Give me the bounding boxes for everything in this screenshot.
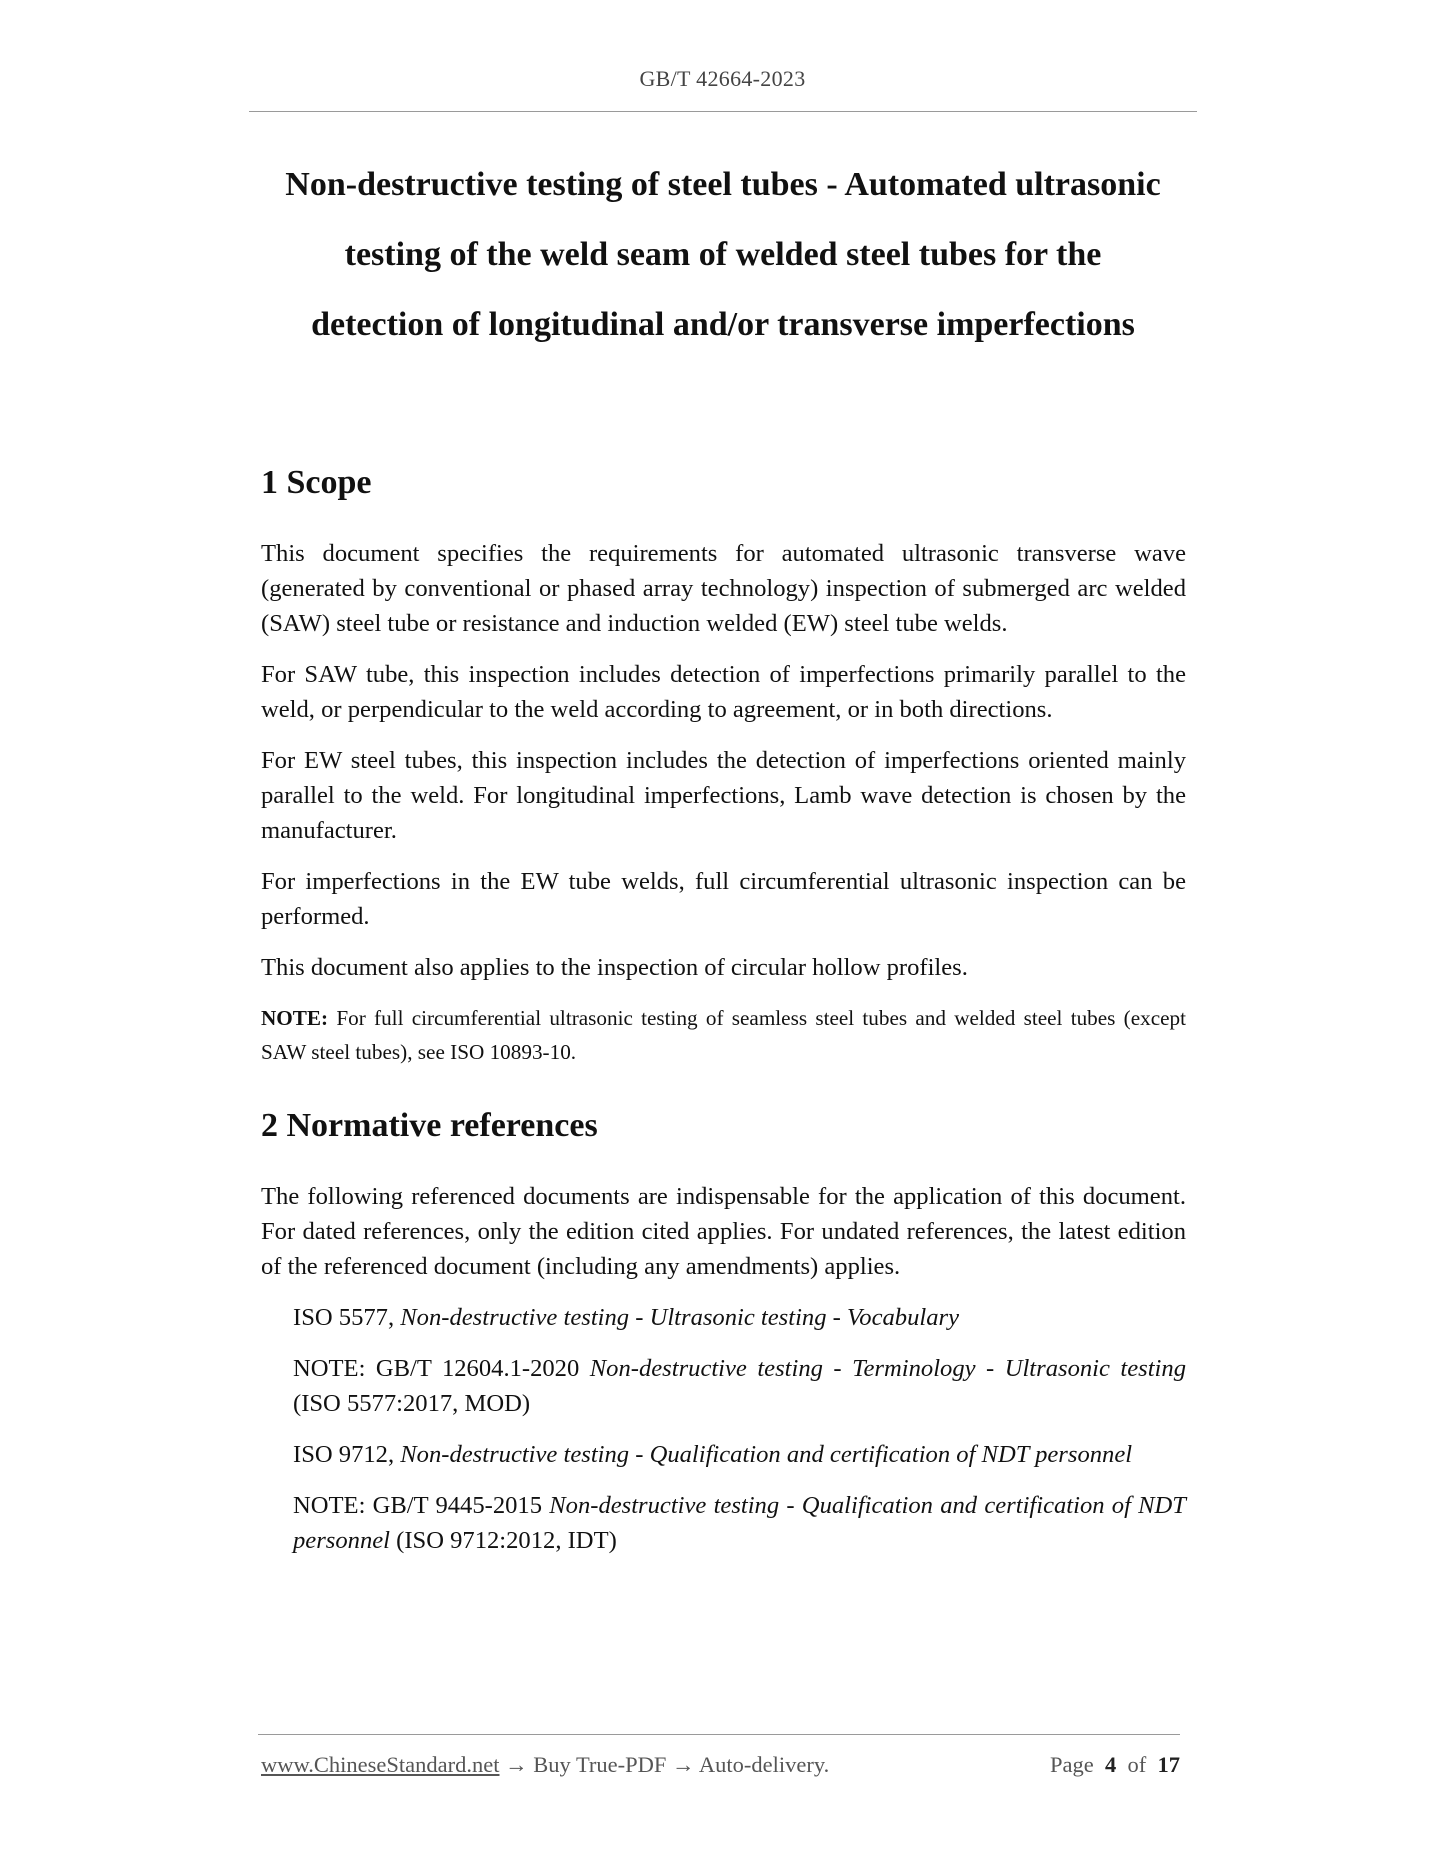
title-line-2: testing of the weld seam of welded steel tubes for the	[344, 236, 1102, 273]
reference-iso-5577: ISO 5577, Non-destructive testing - Ultrasonic testing - Vocabulary	[293, 1304, 960, 1331]
page-footer	[261, 1752, 1180, 1778]
header-divider	[249, 111, 1197, 112]
reference-iso-9712: ISO 9712, Non-destructive testing - Qualification and certification of NDT personnel	[293, 1441, 1133, 1468]
total-pages: 17	[1157, 1752, 1180, 1777]
scope-paragraph-3: For EW steel tubes, this inspection includes the detection of imperfections oriented mainly parallel to the weld. For longitudinal imperfections, Lamb wave detection is chosen by the manufacturer.	[261, 747, 1186, 844]
section-heading-normative-references: 2 Normative references	[261, 1107, 598, 1144]
document-code-header: GB/T 42664-2023	[639, 66, 806, 91]
current-page: 4	[1105, 1752, 1117, 1777]
reference-note-gbt-12604: NOTE: GB/T 12604.1-2020 Non-destructive testing - Terminology - Ultrasonic testing (ISO 5577:2017, MOD)	[293, 1355, 1186, 1417]
title-line-1: Non-destructive testing of steel tubes - Automated ultrasonic	[285, 166, 1161, 203]
reference-note-gbt-9445: NOTE: GB/T 9445-2015 Non-destructive testing - Qualification and certification of NDT personnel (ISO 9712:2012, IDT)	[293, 1492, 1186, 1554]
footer-divider	[258, 1734, 1180, 1735]
document-body	[261, 450, 1186, 1558]
scope-note	[261, 1001, 1186, 1069]
section-heading-scope: 1 Scope	[261, 464, 372, 501]
normative-references-intro: The following referenced documents are indispensable for the application of this document. For dated references, only the edition cited applies. For undated references, the latest edition of the referenced document (including any amendments) applies.	[261, 1183, 1186, 1280]
document-title	[249, 150, 1197, 360]
scope-paragraph-1: This document specifies the requirements for automated ultrasonic transverse wave (generated by conventional or phased array technology) inspection of submerged arc welded (SAW) steel tube or resistance and induction welded (EW) steel tube welds.	[261, 540, 1186, 637]
scope-paragraph-4: For imperfections in the EW tube welds, full circumferential ultrasonic inspection can be performed.	[261, 868, 1186, 930]
note-label: NOTE:	[261, 1006, 329, 1030]
purchase-promo: → Buy True-PDF → Auto-delivery.	[499, 1752, 830, 1777]
note-text: For full circumferential ultrasonic testing of seamless steel tubes and welded steel tubes (except SAW steel tubes), see ISO 10893-10.	[261, 1006, 1186, 1064]
title-line-3: detection of longitudinal and/or transverse imperfections	[311, 306, 1135, 343]
scope-paragraph-5: This document also applies to the inspection of circular hollow profiles.	[261, 954, 968, 981]
scope-paragraph-2: For SAW tube, this inspection includes detection of imperfections primarily parallel to the weld, or perpendicular to the weld according to agreement, or in both directions.	[261, 661, 1186, 723]
page-number: Page 4 of 17	[1050, 1752, 1180, 1777]
website-link[interactable]: www.ChineseStandard.net	[261, 1752, 500, 1777]
